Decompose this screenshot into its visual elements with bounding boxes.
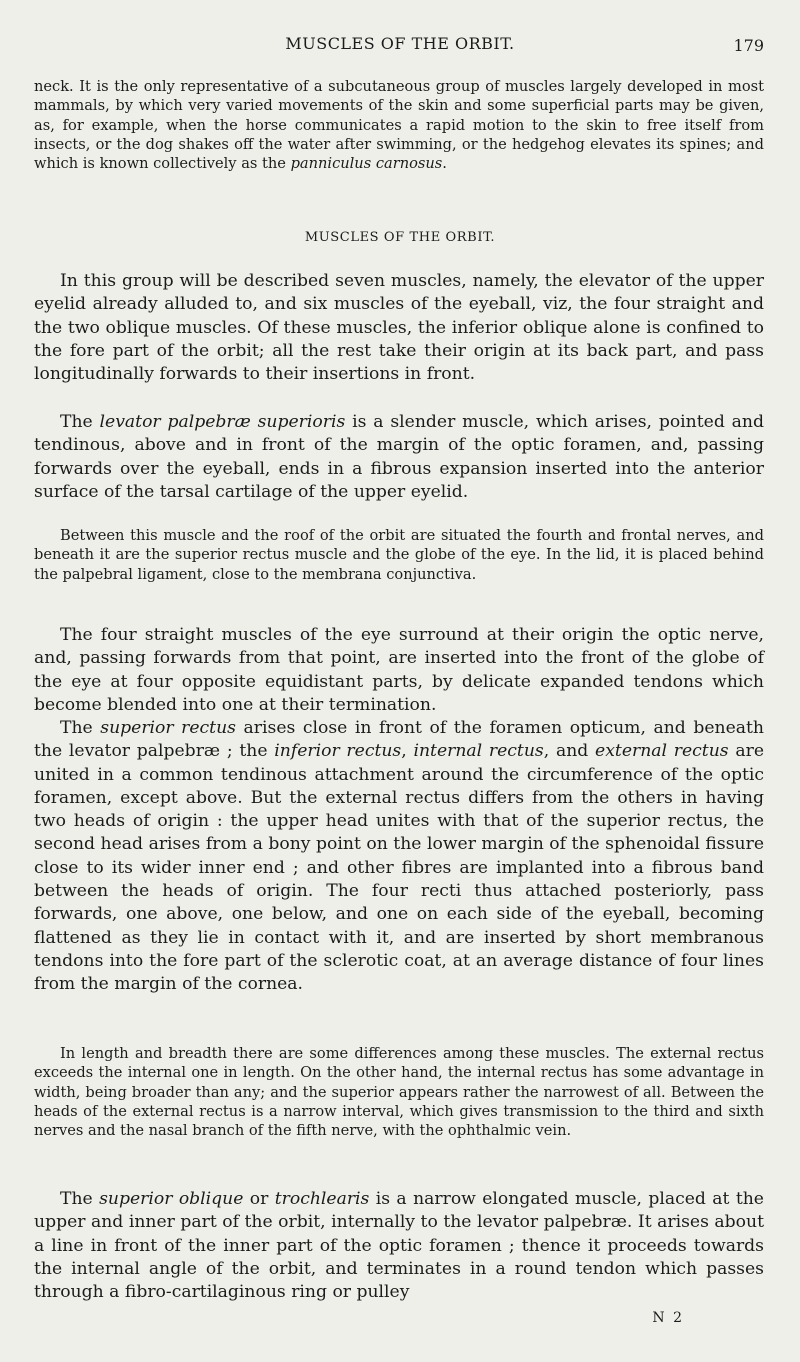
paragraph-length-breadth: In length and breadth there are some differences among these muscles. The external rectus exceeds the internal one in length. On the other hand, the internal rectus has some advantage in width, being broader than any; and the superior appears rather the narrowest of all. Between the heads of the external rectus is a narrow interval, which gives transmission to the third and sixth nerves and the nasal branch of the fifth nerve, with the ophthalmic vein. <box>34 1045 764 1140</box>
term-panniculus-carnosus: panniculus carnosus <box>290 155 443 173</box>
text-run: The <box>60 412 100 432</box>
paragraph-between-muscle: Between this muscle and the roof of the orbit are situated the fourth and frontal nerves, and beneath it are the superior rectus muscle and the globe of the eye. In the lid, it is placed behind the palpebral ligament, close to the membrana conjunctiva. <box>34 527 764 583</box>
paragraph-panniculus <box>34 77 764 173</box>
page-header <box>0 34 800 58</box>
page-number: 179 <box>733 36 764 55</box>
text-run: , <box>401 741 414 762</box>
term-superior-oblique: superior oblique <box>99 1189 244 1209</box>
text-run: The <box>60 718 101 738</box>
paragraph-superior-oblique <box>34 1188 764 1304</box>
text-run: , and <box>543 741 596 762</box>
paragraph-recti-origin <box>34 717 764 997</box>
text-run: are united in a common tendinous attachment around the circumference of the optic foramen, except above. But the external rectus differs from the others in having two heads of origin : the upper head unites with that of the superior rectus, the second head arises from a bony point on the lower margin of the sphenoidal fissure close to its wider inner end ; and other fibres are implanted into a fibrous band between the heads of origin. The four recti thus attached posteriorly, pass forwards, one above, one below, and one on each side of the eyeball, becoming flattened as they lie in contact with it, and are inserted by short membranous tendons into the fore part of the sclerotic coat, at an average distance of four lines from the margin of the cornea. <box>34 741 764 995</box>
section-heading: MUSCLES OF THE ORBIT. <box>304 230 496 245</box>
text-run: is a slender muscle, which arises, pointed and tendinous, above and in front of the margin of the optic foramen, and, passing forwards over the eyeball, ends in a fibrous expansion inserted into the anterior surface of the tarsal cartilage of the upper eyelid. <box>34 412 764 502</box>
paragraph-levator <box>34 411 764 504</box>
text-run: arises close in front of the foramen opticum, and beneath the levator palpebræ ; the <box>34 718 764 762</box>
text-run: is a narrow elongated muscle, placed at the upper and inner part of the orbit, internally to the levator palpebræ. It arises about a line in front of the inner part of the optic foramen ; thence it proceeds towards the internal angle of the orbit, and terminates in a round tendon which passes through a fibro-cartilaginous ring or pulley <box>34 1189 764 1303</box>
term-trochlearis: trochlearis <box>274 1189 370 1209</box>
term-inferior-rectus: inferior rectus <box>274 741 402 762</box>
text-run: The <box>60 1189 100 1209</box>
signature-mark: N 2 <box>652 1310 684 1326</box>
paragraph-straight-muscles: The four straight muscles of the eye surround at their origin the optic nerve, and, passing forwards from that point, are inserted into the front of the globe of the eye at four opposite equidistant parts, by delicate expanded tendons which become blended into one at their termination. <box>34 625 764 715</box>
term-levator-palpebrae: levator palpebræ superioris <box>99 412 346 432</box>
term-superior-rectus: superior rectus <box>100 718 236 738</box>
paragraph-orbit-intro: In this group will be described seven muscles, namely, the elevator of the upper eyelid already alluded to, and six muscles of the eyeball, viz, the four straight and the two oblique muscles. Of these muscles, the inferior oblique alone is confined to the fore part of the orbit; all the rest take their origin at its back part, and pass longitudinally forwards to their insertions in front. <box>34 271 764 385</box>
text-run: or <box>243 1189 275 1209</box>
term-internal-rectus: internal rectus <box>413 741 544 762</box>
paragraph-end: . <box>442 155 447 173</box>
paragraph-text: neck. It is the only representative of a subcutaneous group of muscles largely developed in most mammals, by which very varied movements of the skin and some superficial parts may be given, as, for example, when the horse communicates a rapid motion to the skin to free itself from insects, or the dog shakes off the water after swimming, or the hedgehog elevates its spines; and which is known collectively as the <box>34 78 764 173</box>
term-external-rectus: external rectus <box>595 741 729 762</box>
running-title: MUSCLES OF THE ORBIT. <box>285 34 515 53</box>
